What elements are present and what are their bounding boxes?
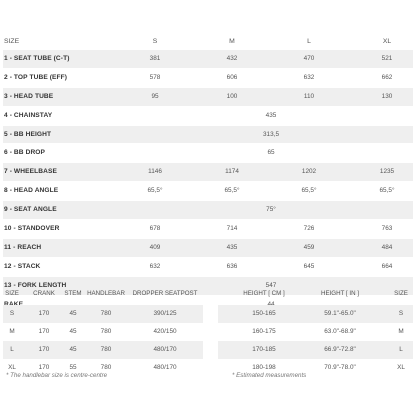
geometry-row-label: 11 - REACH — [4, 243, 42, 251]
geometry-value: 578 — [149, 73, 161, 81]
geometry-table — [3, 50, 413, 314]
geometry-row — [3, 220, 413, 239]
geometry-value: 678 — [149, 225, 161, 233]
heights-header-cell: HEIGHT [ IN ] — [320, 290, 360, 297]
rider-height-table — [218, 283, 413, 377]
components-header-cell: SIZE — [5, 290, 19, 297]
geometry-row-label: 2 - TOP TUBE (EFF) — [4, 73, 68, 81]
geometry-value: 130 — [381, 92, 393, 100]
components-cell: 55 — [69, 364, 77, 371]
geometry-row — [3, 163, 413, 182]
geometry-row-label: 13 - FORK LENGTH — [4, 281, 67, 289]
components-row — [3, 323, 203, 341]
components-cell: 45 — [69, 328, 77, 335]
geometry-value: 632 — [149, 262, 161, 270]
components-cell: 480/170 — [153, 364, 177, 371]
geometry-value: 632 — [303, 73, 315, 81]
geometry-row — [3, 201, 413, 220]
geometry-value: 459 — [303, 243, 315, 251]
components-cell: L — [10, 346, 14, 353]
geometry-value: 95 — [151, 92, 159, 100]
heights-cell: 66.9"-72.8" — [324, 346, 356, 353]
components-cell: 420/150 — [153, 328, 177, 335]
geometry-value: 521 — [381, 55, 393, 62]
geometry-value: 432 — [226, 55, 238, 62]
components-cell: 780 — [100, 328, 112, 335]
geometry-header-size-xl: XL — [382, 38, 392, 45]
heights-cell: 160-175 — [252, 328, 276, 335]
heights-cell: 170-185 — [252, 346, 276, 353]
geometry-value: 100 — [226, 92, 238, 100]
geometry-row-label: 8 - HEAD ANGLE — [4, 187, 59, 195]
geometry-value: 606 — [226, 73, 238, 81]
geometry-row-label: 3 - HEAD TUBE — [4, 92, 54, 100]
geometry-row-label: 12 - STACK — [4, 262, 41, 270]
geometry-shared-value: 65 — [267, 149, 275, 157]
components-row — [3, 305, 203, 323]
components-cell: 780 — [100, 346, 112, 353]
components-header-cell: STEM — [64, 290, 82, 297]
geometry-row — [3, 88, 413, 107]
components-cell: 390/125 — [153, 310, 177, 317]
geometry-row — [3, 126, 413, 145]
heights-cell: XL — [397, 364, 405, 371]
geometry-value: 1202 — [301, 168, 317, 176]
geometry-header-label: SIZE — [4, 38, 20, 45]
geometry-value: 65,5° — [301, 187, 317, 195]
geometry-value: 65,5° — [224, 187, 240, 195]
heights-row — [218, 323, 413, 341]
geometry-value: 409 — [149, 243, 161, 251]
components-table — [3, 283, 203, 377]
components-header-cell: CRANK — [33, 290, 55, 297]
components-cell: 170 — [38, 328, 50, 335]
heights-cell: M — [398, 328, 404, 335]
geometry-header-size-l: L — [307, 38, 311, 45]
geometry-shared-value: 435 — [265, 111, 277, 119]
geometry-shared-value: 313,5 — [263, 130, 279, 138]
geometry-value: 636 — [226, 262, 238, 270]
geometry-row — [3, 239, 413, 258]
heights-cell: 150-165 — [252, 310, 276, 317]
components-cell: 170 — [38, 310, 50, 317]
heights-cell: L — [399, 346, 403, 353]
geometry-row — [3, 107, 413, 126]
geometry-row-label: 5 - BB HEIGHT — [4, 130, 52, 138]
geometry-value: 65,5° — [147, 187, 163, 195]
heights-cell: 63.0"-68.9" — [324, 328, 356, 335]
components-cell: 780 — [100, 310, 112, 317]
components-cell: 480/170 — [153, 346, 177, 353]
geometry-row — [3, 182, 413, 201]
geometry-value: 645 — [303, 262, 315, 270]
geometry-value: 435 — [226, 243, 238, 251]
geometry-value: 484 — [381, 243, 393, 251]
heights-cell: 70.9"-78.0" — [324, 364, 356, 371]
components-header-cell: DROPPER SEATPOST — [132, 290, 198, 297]
geometry-value: 1235 — [379, 168, 395, 176]
components-cell: 780 — [100, 364, 112, 371]
heights-header-cell: SIZE — [394, 290, 408, 297]
geometry-row-label: 6 - BB DROP — [4, 149, 46, 157]
components-cell: 170 — [38, 346, 50, 353]
geometry-shared-value: 75° — [266, 206, 276, 214]
heights-row — [218, 305, 413, 323]
geometry-row-label: 10 - STANDOVER — [4, 225, 60, 233]
components-cell: S — [9, 310, 15, 317]
geometry-row-label: 1 - SEAT TUBE (C-T) — [4, 55, 70, 62]
geometry-row — [3, 258, 413, 277]
components-cell: M — [9, 328, 15, 335]
geometry-value: 470 — [303, 55, 315, 62]
geometry-row-label: 4 - CHAINSTAY — [4, 111, 53, 119]
geometry-header-size-s: S — [152, 38, 158, 45]
components-cell: 170 — [38, 364, 50, 371]
geometry-row — [3, 50, 413, 69]
components-cell: 45 — [69, 310, 77, 317]
components-row — [3, 341, 203, 359]
heights-footnote: * Estimated measurements — [232, 372, 307, 379]
geometry-value: 664 — [381, 262, 393, 270]
geometry-row-label: 7 - WHEELBASE — [4, 168, 57, 176]
components-cell: 45 — [69, 346, 77, 353]
geometry-row-label: 9 - SEAT ANGLE — [4, 206, 57, 214]
components-cell: XL — [8, 364, 16, 371]
heights-header-row — [218, 283, 413, 305]
geometry-shared-value: 547 — [265, 281, 277, 289]
geometry-value: 726 — [303, 225, 315, 233]
geometry-value: 1174 — [225, 168, 239, 176]
heights-row — [218, 341, 413, 359]
heights-cell: 59.1"-65.0" — [324, 310, 356, 317]
geometry-row — [3, 144, 413, 163]
geometry-row — [3, 69, 413, 88]
geometry-value: 662 — [381, 73, 393, 81]
geometry-value: 381 — [149, 55, 161, 62]
components-footnote: * The handlebar size is centre-centre — [6, 372, 108, 379]
geometry-value: 763 — [381, 225, 393, 233]
geometry-value: 65,5° — [379, 187, 395, 195]
geometry-header — [3, 33, 413, 50]
geometry-value: 110 — [303, 92, 315, 100]
components-header-row — [3, 283, 203, 305]
heights-cell: 180-198 — [252, 364, 276, 371]
components-header-cell: HANDLEBAR — [87, 290, 125, 297]
geometry-value: 714 — [226, 225, 238, 233]
geometry-value: 1146 — [148, 168, 162, 176]
heights-cell: S — [398, 310, 404, 317]
heights-header-cell: HEIGHT [ CM ] — [243, 290, 285, 297]
geometry-header-size-m: M — [229, 38, 235, 45]
